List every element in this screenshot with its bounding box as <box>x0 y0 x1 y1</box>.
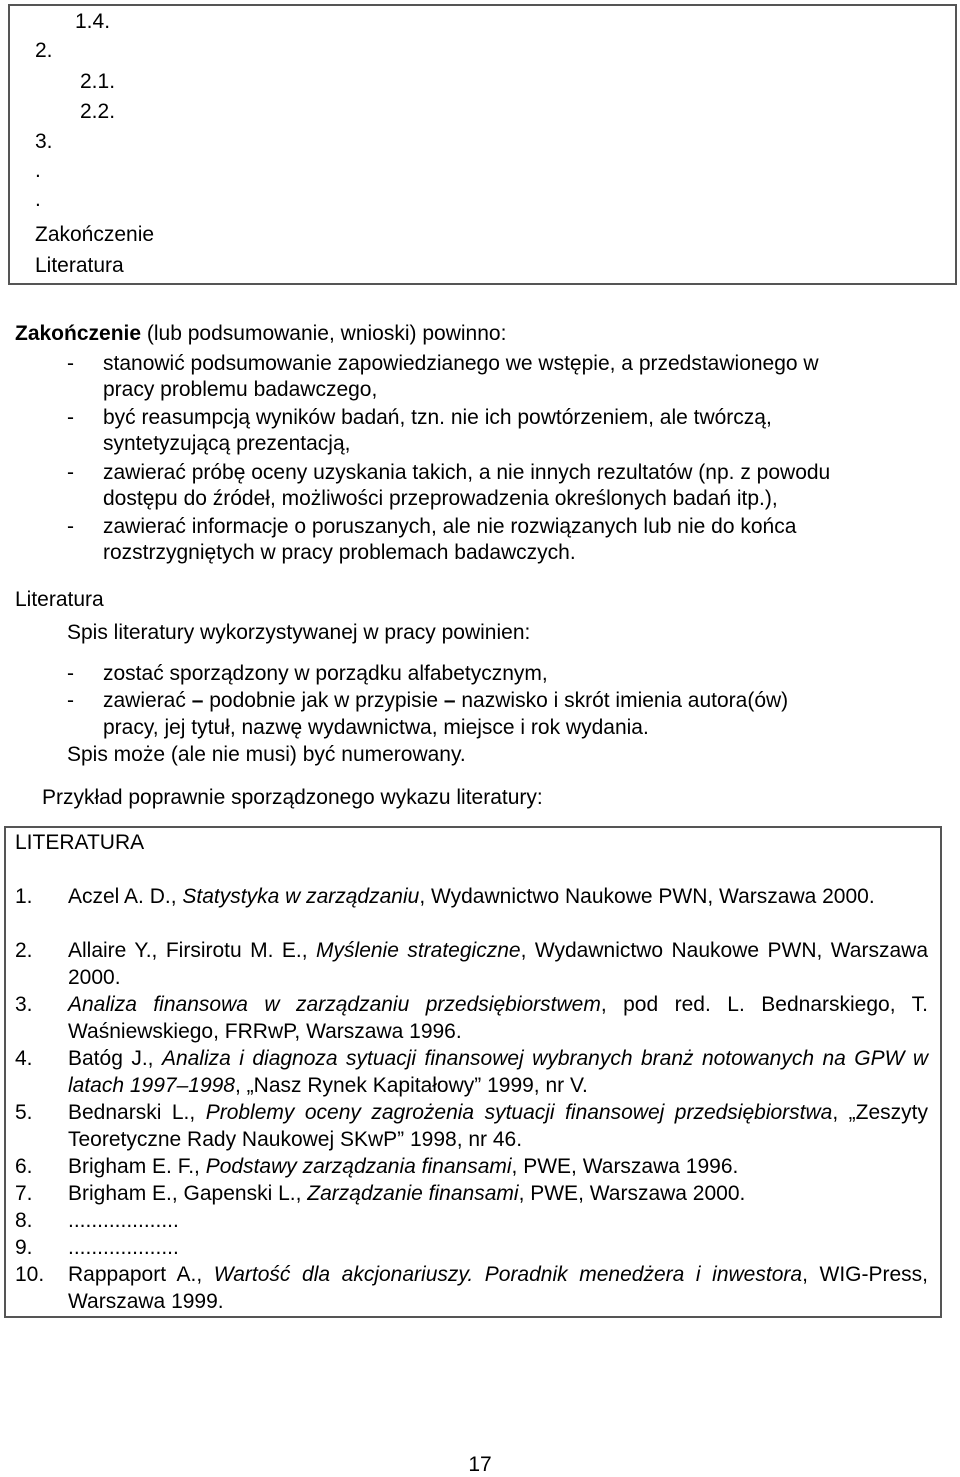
entry-publisher: , „Zeszyty Teoretyczne Rady Naukowej SKwP” 1998, nr 46. <box>68 1101 928 1151</box>
toc-item: 2.1. <box>80 70 116 93</box>
conclusion-heading: Zakończenie <box>15 322 142 345</box>
entry-number: 4. <box>15 1047 33 1070</box>
bullet2-dash: – <box>191 689 204 712</box>
literature-entry <box>68 1153 928 1180</box>
literature-entry <box>68 991 928 1045</box>
bullet-dash: - <box>67 662 74 685</box>
literature-entry <box>68 1180 928 1207</box>
conclusion-bullet-line: zawierać próbę oceny uzyskania takich, a nie innych rezultatów (np. z powodu <box>103 461 831 484</box>
literature-entry <box>68 1261 928 1315</box>
conclusion-bullet-line: dostępu do źródeł, możliwości przeprowadzenia określonych badań itp.), <box>103 487 778 510</box>
conclusion-bullet-line: być reasumpcją wyników badań, tzn. nie ich powtórzeniem, ale twórczą, <box>103 406 772 429</box>
entry-author: ................... <box>68 1236 179 1259</box>
bullet-dash: - <box>67 406 74 429</box>
literature-bullet-2-line2: pracy, jej tytuł, nazwę wydawnictwa, miejsce i rok wydania. <box>103 716 649 739</box>
conclusion-bullet-line: rozstrzygniętych w pracy problemach badawczych. <box>103 541 576 564</box>
entry-publisher: , Wydawnictwo Naukowe PWN, Warszawa 2000. <box>68 939 928 989</box>
entry-title: Wartość dla akcjonariuszy. Poradnik menedżera i inwestora <box>213 1263 803 1286</box>
conclusion-heading-line <box>15 321 506 347</box>
toc-item: 3. <box>35 130 53 153</box>
bullet2-part: nazwisko i skrót imienia autora(ów) <box>455 689 789 712</box>
literature-entry <box>68 1045 928 1099</box>
entry-publisher: , PWE, Warszawa 2000. <box>518 1182 746 1205</box>
entry-author: ................... <box>68 1209 179 1232</box>
entry-author: Aczel A. D., <box>68 885 183 908</box>
literature-example-label: Przykład poprawnie sporządzonego wykazu literatury: <box>42 786 543 809</box>
bullet-dash: - <box>67 461 74 484</box>
entry-title: Statystyka w zarządzaniu <box>182 885 420 908</box>
entry-number: 3. <box>15 993 33 1016</box>
bullet2-part: podobnie jak w przypisie <box>203 689 444 712</box>
entry-title: Analiza finansowa w zarządzaniu przedsiębiorstwem <box>68 993 601 1016</box>
bullet2-part: zawierać <box>103 689 192 712</box>
toc-item: 2. <box>35 39 53 62</box>
entry-number: 7. <box>15 1182 33 1205</box>
bullet2-dash: – <box>443 689 456 712</box>
entry-publisher: , Wydawnictwo Naukowe PWN, Warszawa 2000. <box>419 885 875 908</box>
toc-item: Zakończenie <box>35 223 155 246</box>
entry-publisher: , WIG-Press, Warszawa 1999. <box>68 1263 928 1313</box>
page-number: 17 <box>468 1453 492 1476</box>
literature-entry <box>68 1234 928 1261</box>
entry-number: 1. <box>15 885 33 908</box>
literature-bullet-1: zostać sporządzony w porządku alfabetycznym, <box>103 662 548 685</box>
toc-item: 2.2. <box>80 100 116 123</box>
entry-number: 2. <box>15 939 33 962</box>
entry-publisher: , PWE, Warszawa 1996. <box>511 1155 739 1178</box>
entry-author: Rappaport A., <box>68 1263 214 1286</box>
entry-author: Bednarski L., <box>68 1101 206 1124</box>
conclusion-bullet-line: syntetyzującą prezentacją, <box>103 432 351 455</box>
literature-bullet-2 <box>103 688 788 714</box>
literature-intro: Spis literatury wykorzystywanej w pracy powinien: <box>67 621 531 644</box>
toc-item: 1.4. <box>75 10 111 33</box>
conclusion-heading-rest: (lub podsumowanie, wnioski) powinno: <box>141 322 507 345</box>
entry-number: 9. <box>15 1236 33 1259</box>
conclusion-bullet-line: pracy problemu badawczego, <box>103 378 378 401</box>
entry-author: Allaire Y., Firsirotu M. E., <box>68 939 317 962</box>
literature-numbered-note: Spis może (ale nie musi) być numerowany. <box>67 743 466 766</box>
toc-item: . <box>35 159 41 182</box>
entry-author: Batóg J., <box>68 1047 162 1070</box>
entry-author: Brigham E. F., <box>68 1155 206 1178</box>
literature-entry <box>68 1207 928 1234</box>
entry-number: 10. <box>15 1263 45 1286</box>
literature-entry <box>68 883 928 910</box>
literature-entry <box>68 1099 928 1153</box>
conclusion-bullet-line: stanowić podsumowanie zapowiedzianego we wstępie, a przedstawionego w <box>103 352 819 375</box>
entry-publisher: , pod red. L. Bednarskiego, T. Waśniewskiego, FRRwP, Warszawa 1996. <box>68 993 928 1043</box>
entry-title: Podstawy zarządzania finansami <box>205 1155 512 1178</box>
literature-heading: Literatura <box>15 588 104 611</box>
entry-number: 5. <box>15 1101 33 1124</box>
bullet-dash: - <box>67 515 74 538</box>
conclusion-bullet-line: zawierać informacje o poruszanych, ale nie rozwiązanych lub nie do końca <box>103 515 797 538</box>
toc-item: . <box>35 188 41 211</box>
entry-title: Zarządzanie finansami <box>307 1182 519 1205</box>
entry-number: 6. <box>15 1155 33 1178</box>
literature-entry <box>68 937 928 991</box>
bullet-dash: - <box>67 689 74 712</box>
entry-author: Brigham E., Gapenski L., <box>68 1182 308 1205</box>
example-box-title: LITERATURA <box>15 831 145 854</box>
entry-title: Problemy oceny zagrożenia sytuacji finansowej przedsiębiorstwa <box>205 1101 833 1124</box>
entry-title: Analiza i diagnoza sytuacji finansowej wybranych branż notowanych na GPW w latach 1997–1998 <box>68 1047 929 1097</box>
bullet-dash: - <box>67 352 74 375</box>
toc-item: Literatura <box>35 254 124 277</box>
entry-publisher: , „Nasz Rynek Kapitałowy” 1999, nr V. <box>235 1074 588 1097</box>
entry-title: Myślenie strategiczne <box>316 939 521 962</box>
entry-number: 8. <box>15 1209 33 1232</box>
